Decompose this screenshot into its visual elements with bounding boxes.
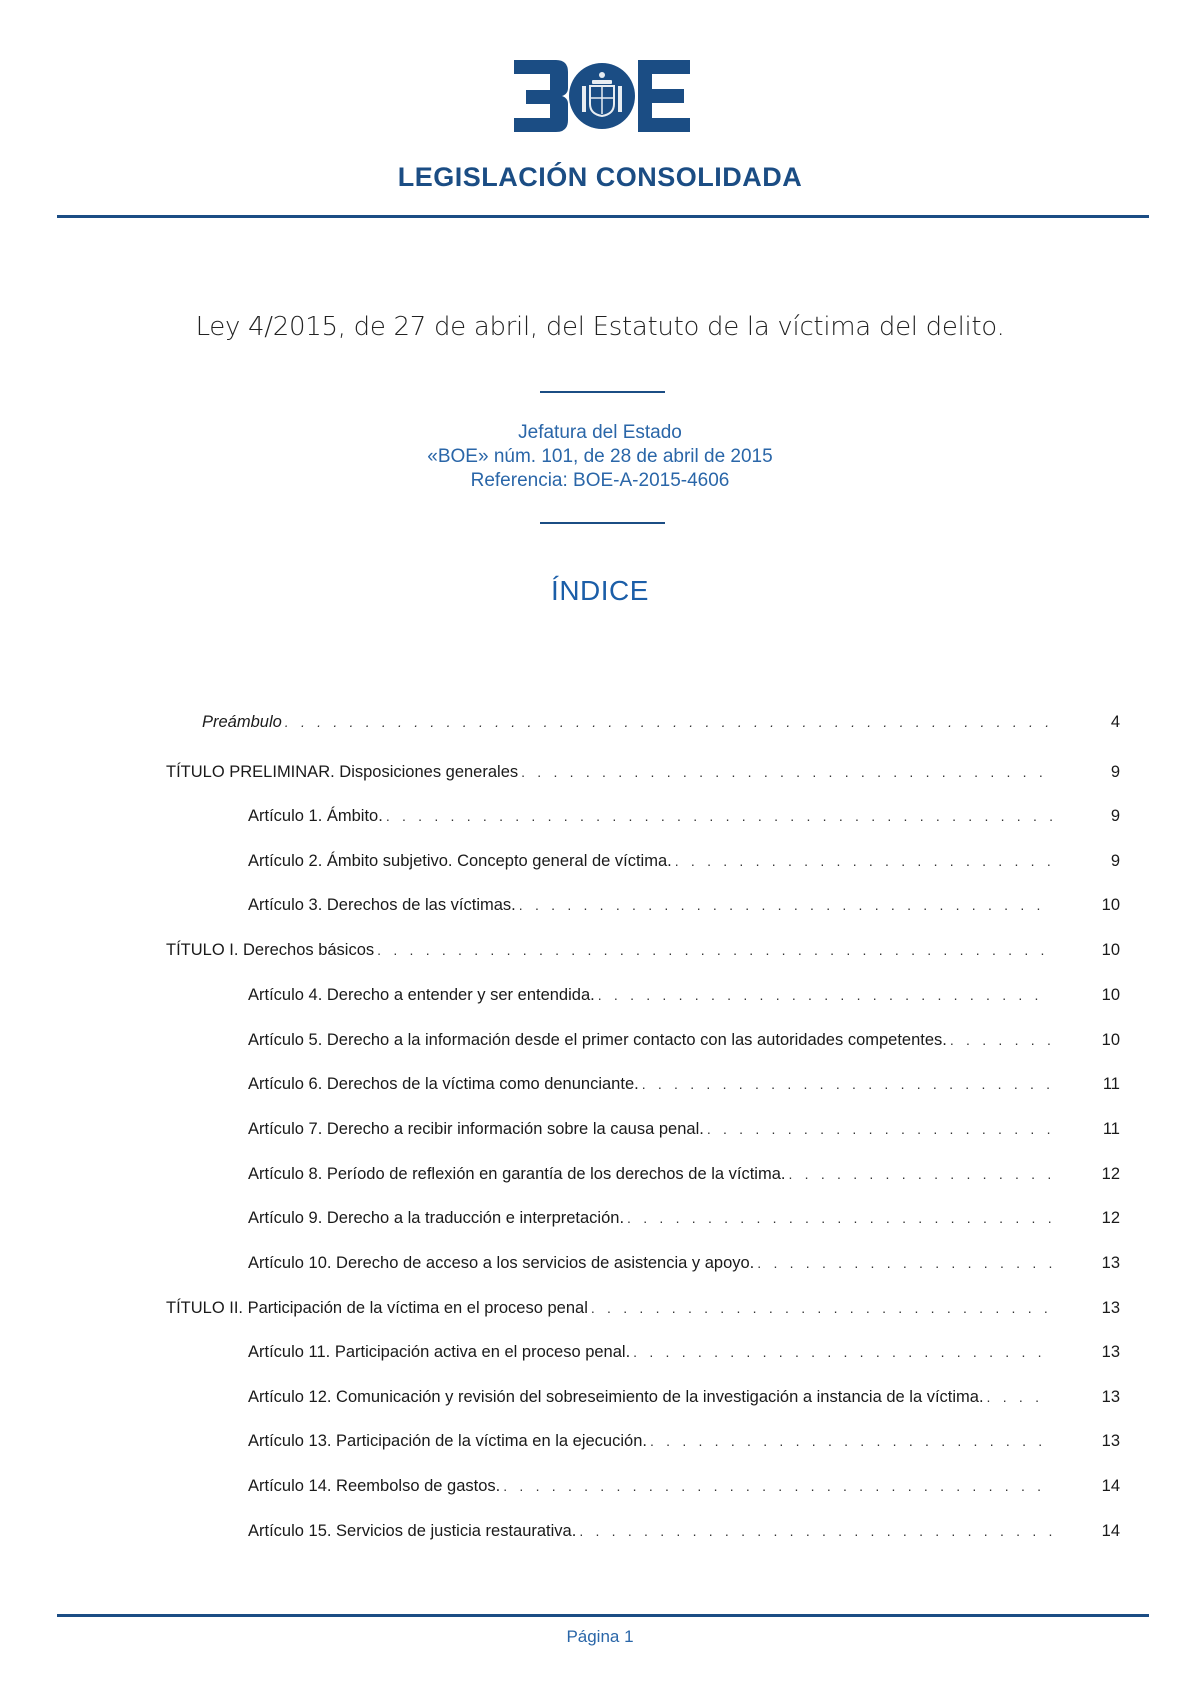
toc-entry-titulo-ii[interactable] [166, 1299, 1052, 1327]
toc-page: 10 [1101, 941, 1120, 959]
toc-entry-articulo-13[interactable] [248, 1432, 1052, 1460]
toc-leader [650, 1433, 1052, 1449]
toc-page: 12 [1101, 1165, 1120, 1183]
header-divider [57, 215, 1149, 218]
toc-label: Preámbulo [202, 713, 282, 731]
toc-page: 10 [1101, 896, 1120, 914]
toc-leader [386, 808, 1052, 824]
toc-leader [598, 987, 1052, 1003]
toc-page: 9 [1110, 852, 1120, 870]
toc-label: TÍTULO PRELIMINAR. Disposiciones generales [166, 763, 519, 781]
toc-entry-titulo-i[interactable] [166, 941, 1052, 969]
toc-page: 13 [1101, 1299, 1120, 1317]
toc-entry-articulo-11[interactable] [248, 1343, 1052, 1371]
toc-label: Artículo 2. Ámbito subjetivo. Concepto general de víctima. [248, 852, 672, 870]
toc-leader [627, 1210, 1052, 1226]
page-number: Página 1 [566, 1627, 634, 1646]
toc-page: 10 [1101, 986, 1120, 1004]
toc-page: 10 [1101, 1031, 1120, 1049]
toc-leader [675, 853, 1052, 869]
toc-label: Artículo 10. Derecho de acceso a los servicios de asistencia y apoyo. [248, 1254, 755, 1272]
toc-label: TÍTULO I. Derechos básicos [166, 941, 375, 959]
toc-page: 11 [1102, 1120, 1120, 1138]
toc-leader [591, 1300, 1052, 1316]
toc-page: 4 [1110, 713, 1120, 731]
toc-entry-articulo-8[interactable] [248, 1165, 1052, 1193]
toc-label: Artículo 14. Reembolso de gastos. [248, 1477, 501, 1495]
toc-label: Artículo 12. Comunicación y revisión del sobreseimiento de la investigación a instancia de la víctima. [248, 1388, 984, 1406]
toc-entry-articulo-3[interactable] [248, 896, 1052, 924]
toc-entry-articulo-12[interactable] [248, 1388, 1052, 1416]
toc-page: 12 [1101, 1209, 1120, 1227]
toc-page: 13 [1101, 1432, 1120, 1450]
toc-entry-preambulo[interactable] [202, 713, 1052, 741]
toc-entry-articulo-4[interactable] [248, 986, 1052, 1014]
toc-leader [788, 1166, 1052, 1182]
issuer: Jefatura del Estado [518, 422, 682, 443]
toc-leader [521, 764, 1052, 780]
toc-label: Artículo 6. Derechos de la víctima como denunciante. [248, 1075, 639, 1093]
toc-label: Artículo 7. Derecho a recibir información sobre la causa penal. [248, 1120, 704, 1138]
toc-label: Artículo 3. Derechos de las víctimas. [248, 896, 516, 914]
reference: Referencia: BOE-A-2015-4606 [470, 470, 730, 491]
toc-page: 9 [1110, 763, 1120, 781]
section-title: LEGISLACIÓN CONSOLIDADA [397, 162, 803, 192]
toc-label: Artículo 15. Servicios de justicia restaurativa. [248, 1522, 577, 1540]
document-title: Ley 4/2015, de 27 de abril, del Estatuto de la víctima del delito. [195, 312, 1005, 342]
toc-entry-articulo-2[interactable] [248, 852, 1052, 880]
toc-page: 14 [1101, 1477, 1120, 1495]
toc-entry-titulo-preliminar[interactable] [166, 763, 1052, 791]
toc-page: 9 [1110, 807, 1120, 825]
toc-page: 11 [1102, 1075, 1120, 1093]
toc-entry-articulo-15[interactable] [248, 1522, 1052, 1550]
toc-entry-articulo-9[interactable] [248, 1209, 1052, 1237]
toc-leader [707, 1121, 1052, 1137]
toc-leader [579, 1523, 1052, 1539]
toc-page: 13 [1101, 1388, 1120, 1406]
toc-leader [950, 1032, 1052, 1048]
toc-entry-articulo-7[interactable] [248, 1120, 1052, 1148]
toc-page: 13 [1101, 1343, 1120, 1361]
index-title: ÍNDICE [551, 575, 649, 606]
toc-label: Artículo 9. Derecho a la traducción e interpretación. [248, 1209, 625, 1227]
toc-leader [377, 942, 1052, 958]
toc-label: Artículo 4. Derecho a entender y ser entendida. [248, 986, 595, 1004]
toc-entry-articulo-14[interactable] [248, 1477, 1052, 1505]
toc-entry-articulo-6[interactable] [248, 1075, 1052, 1103]
footer-divider [57, 1614, 1149, 1617]
toc-page: 13 [1101, 1254, 1120, 1272]
toc-leader [757, 1255, 1052, 1271]
publication-info: «BOE» núm. 101, de 28 de abril de 2015 [427, 446, 773, 467]
toc-leader [987, 1389, 1052, 1405]
toc-leader [285, 714, 1052, 730]
toc-leader [642, 1076, 1052, 1092]
toc-entry-articulo-5[interactable] [248, 1031, 1052, 1059]
toc-leader [519, 897, 1052, 913]
boe-logo [514, 60, 690, 132]
toc-entry-articulo-1[interactable] [248, 807, 1052, 835]
toc-leader [503, 1478, 1052, 1494]
toc-label: Artículo 11. Participación activa en el proceso penal. [248, 1343, 631, 1361]
toc-label: Artículo 5. Derecho a la información desde el primer contacto con las autoridades competentes. [248, 1031, 947, 1049]
toc-entry-articulo-10[interactable] [248, 1254, 1052, 1282]
toc-label: TÍTULO II. Participación de la víctima en el proceso penal [166, 1299, 588, 1317]
meta-divider-top [540, 391, 665, 393]
toc-leader [633, 1344, 1052, 1360]
toc-page: 14 [1101, 1522, 1120, 1540]
toc-label: Artículo 1. Ámbito. [248, 807, 383, 825]
toc-label: Artículo 8. Período de reflexión en garantía de los derechos de la víctima. [248, 1165, 786, 1183]
meta-divider-bottom [540, 522, 665, 524]
toc-label: Artículo 13. Participación de la víctima en la ejecución. [248, 1432, 647, 1450]
